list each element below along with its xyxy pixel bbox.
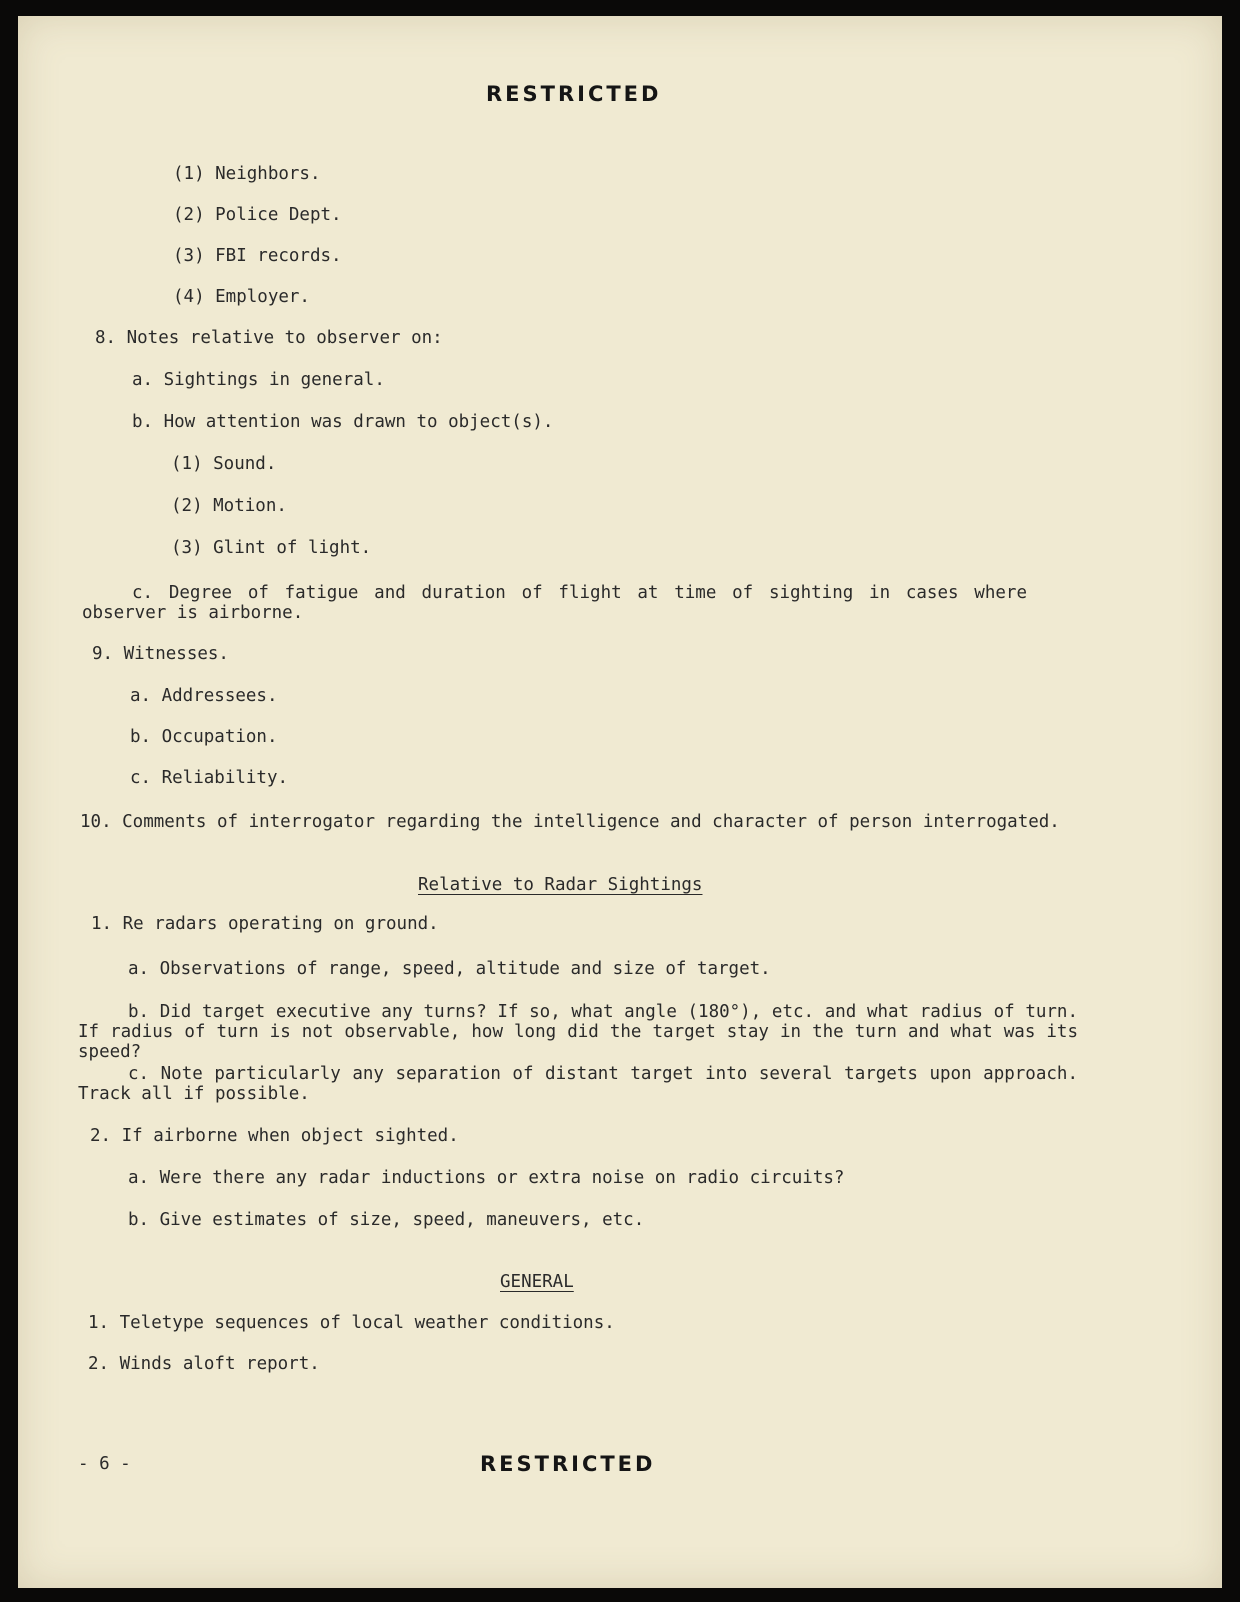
list-item: a. Observations of range, speed, altitude and size of target. (128, 959, 771, 979)
list-item: (4) Employer. (173, 287, 310, 307)
list-item: (1) Neighbors. (173, 164, 321, 184)
header-classification: RESTRICTED (486, 82, 662, 106)
list-item: (3) Glint of light. (171, 538, 372, 558)
document-page (18, 16, 1222, 1588)
list-item: 2. Winds aloft report. (88, 1354, 320, 1374)
list-item: a. Sightings in general. (132, 370, 385, 390)
section-heading: Relative to Radar Sightings (418, 875, 703, 895)
list-item: a. Addressees. (130, 686, 278, 706)
list-item: 10. Comments of interrogator regarding the intelligence and character of person interrogated. (80, 812, 1060, 832)
list-item: b. Occupation. (130, 727, 278, 747)
list-item: 2. If airborne when object sighted. (90, 1126, 459, 1146)
list-item: a. Were there any radar inductions or extra noise on radio circuits? (128, 1168, 845, 1188)
list-item: 1. Re radars operating on ground. (91, 914, 439, 934)
page-number: - 6 - (78, 1454, 131, 1474)
list-item: (2) Motion. (171, 496, 287, 516)
list-item: b. How attention was drawn to object(s). (132, 412, 554, 432)
paragraph: b. Did target executive any turns? If so, what angle (180°), etc. and what radius of turn. If radius of turn is not observable, how long did the target stay in the turn and what was its speed? (78, 1002, 1078, 1062)
footer-classification: RESTRICTED (480, 1452, 656, 1476)
list-item: (2) Police Dept. (173, 205, 342, 225)
list-item: (1) Sound. (171, 454, 277, 474)
list-item: c. Reliability. (130, 768, 289, 788)
section-heading: GENERAL (500, 1272, 574, 1292)
list-item: (3) FBI records. (173, 246, 342, 266)
list-item: 1. Teletype sequences of local weather conditions. (88, 1313, 615, 1333)
list-item: b. Give estimates of size, speed, maneuvers, etc. (128, 1210, 645, 1230)
paragraph: c. Degree of fatigue and duration of flight at time of sighting in cases where observer is airborne. (82, 583, 1027, 623)
list-item: 9. Witnesses. (92, 644, 229, 664)
paragraph: c. Note particularly any separation of distant target into several targets upon approach. Track all if possible. (78, 1064, 1078, 1104)
list-item: 8. Notes relative to observer on: (95, 328, 443, 348)
